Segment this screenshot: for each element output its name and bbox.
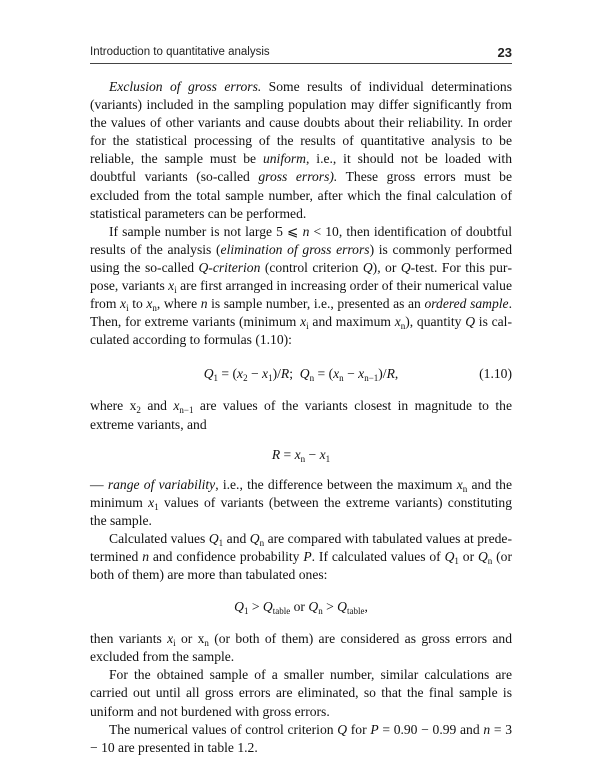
math-var: x [167,631,174,647]
text: for [347,721,371,737]
math-var: x [146,296,153,312]
math-var: Q [337,721,348,737]
subscript: i [126,303,129,314]
subscript: i [306,321,309,332]
math-op: − [305,446,320,462]
text: , i.e., the difference between the maximum [215,476,457,492]
subscript: 1 [268,373,273,384]
text: or x [175,631,205,647]
text: where x [90,398,137,414]
subscript: 1 [243,606,249,617]
math-var: x [358,366,365,382]
math-var: P [303,548,312,564]
math-var: P [370,721,379,737]
math-var: Q [465,314,476,330]
text: or [458,548,478,564]
math-op: ; [289,366,300,382]
text: are compared with tabulated values at predetermined [90,530,512,564]
math-var: x [262,366,269,382]
math-var: Q [362,259,373,275]
text: . If calculated values of [311,548,445,564]
math-var: n [483,721,491,737]
text: and [140,398,174,414]
paragraph-then [90,630,512,666]
subscript: 1 [213,373,219,384]
math-var: x [456,476,463,492]
math-var: Q [234,599,244,615]
subscript: 1 [218,537,224,548]
math-var: x [333,366,340,382]
subscript: 1 [154,501,159,512]
text: are values of the variants closest in magnitude to the extreme variants, and [90,398,512,432]
emphasis: range of variability [107,476,216,492]
subscript: 1 [454,555,459,566]
text: = 3 − 10 are presented in table 1.2. [90,721,512,755]
math-var: x [394,314,401,330]
text: , i.e., it should not be loaded with doubtful variants (so-called [90,151,513,185]
math-op: − [247,366,263,382]
text: For the obtained sample of a smaller number, similar calculations are carried out until all gross errors are eliminated, so that the final sample is uniform and not burdened with gross errors. [90,667,512,719]
text: — [90,476,108,492]
formula-expression [90,438,512,472]
subscript: 2 [136,405,141,416]
text: (control criterion [260,259,363,275]
math-var: Q [477,548,488,564]
text: values of variants (between the extreme variants) constituting the sample. [90,494,512,528]
running-head-title: Introduction to quantitative analysis [90,46,270,58]
subscript: n−1 [364,373,379,384]
subscript: table [272,606,291,617]
math-var: x [120,296,127,312]
subscript: n [339,373,344,384]
math-var: n [200,296,208,312]
math-op: or [290,599,309,615]
subscript: n [309,373,315,384]
formula-1-10 [90,355,512,393]
math-op: )/ [272,366,281,382]
math-op: > [322,599,338,615]
math-var: R [271,446,281,462]
math-var: Q [299,366,310,382]
math-var: x [168,278,175,294]
subscript: n [300,453,306,464]
math-var: Q [444,548,455,564]
paragraph-range [90,476,512,530]
math-op: > [248,599,263,615]
text: (or both of them) are considered as gross errors and excluded from the sample. [90,631,512,665]
text: and [223,530,250,546]
emphasis: uniform [262,151,307,167]
math-var: Q [208,530,219,546]
text: is sample number, i.e., presented as an [207,296,425,312]
subscript: n [487,555,493,566]
paragraph-q-criterion [90,223,512,350]
math-var: R [280,366,290,382]
subscript: n [152,303,157,314]
text: and maximum [308,314,395,330]
equation-number: (1.10) [479,366,512,382]
math-op: , [364,599,368,615]
math-op: − [343,366,359,382]
subscript: i [174,285,177,296]
text: ), quantity [405,314,466,330]
math-var: x [300,314,307,330]
math-var: Q [249,530,260,546]
text: If sample number is not large 5 ⩽ [109,223,303,239]
text: = 0.90 − 0.99 and [378,721,484,737]
subscript: n [204,638,209,649]
math-op: = ( [314,366,334,382]
text: to [128,296,147,312]
text: (or both of them) are more than tabulated ones: [90,548,513,583]
text: , where [156,296,201,312]
emphasis: Q-criterion [198,259,261,275]
text: Calculated values [109,530,209,546]
formula-range [90,438,512,472]
text: < 10, then identification of doubtful results of the analysis ( [90,223,512,257]
math-var: n [142,548,149,564]
math-op: , [394,366,399,382]
formula-compare [90,590,512,624]
subscript: n [400,321,406,332]
text: . Then, for extreme variants (minimum [90,296,512,330]
page-number: 23 [497,45,512,60]
subscript: table [346,606,365,617]
text: ), or [372,259,401,275]
math-op: )/ [378,366,387,382]
emphasis: gross errors). [258,169,338,185]
lead-term: Exclusion of gross errors. [109,79,262,94]
paragraph-where [90,397,512,433]
paragraph-table-ref [90,721,512,757]
math-var: Q [203,366,214,382]
math-var: x [237,366,244,382]
subscript: n−1 [179,405,194,416]
math-op: = [280,446,295,462]
text: are first arranged in increasing order of their numerical value from [90,278,512,312]
math-var: n [302,223,310,239]
formula-expression [90,355,512,393]
math-op: = ( [218,366,238,382]
paragraph-smaller-sample [90,666,512,720]
math-var: R [386,366,395,382]
math-var: Q [308,599,319,615]
subscript: i [173,638,176,649]
text: ) is commonly performed using the so-called [90,241,512,275]
text: is calculated according to formulas (1.10): [90,314,512,348]
math-var: x [294,446,301,462]
math-var: Q [337,599,347,615]
math-var: x [173,398,180,414]
header-rule [90,63,512,64]
text: -test. For this purpose, variants [90,259,512,294]
text: and confidence probability [148,548,304,564]
emphasis: elimination of gross errors [220,241,370,257]
body-text [90,78,512,757]
text: The numerical values of control criterion [109,721,338,737]
math-var: Q [400,259,411,275]
text: Some results of individual determinations (variants) included in the sampling population may differ significantly from the values of other variants and cause doubts about their reliability. In order for the statistical processing of the results of quantitative analysis to be reliable, the sample must be [90,79,513,167]
text: These gross errors must be excluded from the total sample number, after which the final calculation of statistical parameters can be performed. [90,169,512,221]
text: then variants [90,631,168,647]
emphasis: ordered sample [424,296,509,312]
math-var: x [148,494,155,510]
math-var: x [319,446,326,462]
math-var: Q [262,599,273,615]
formula-expression [90,590,512,624]
subscript: n [259,537,265,548]
subscript: 1 [325,453,331,464]
text: and the minimum [90,476,512,510]
subscript: n [318,606,323,617]
paragraph-compare [90,530,512,584]
subscript: n [462,483,468,494]
subscript: 2 [243,373,248,384]
paragraph-gross-errors [90,78,512,223]
